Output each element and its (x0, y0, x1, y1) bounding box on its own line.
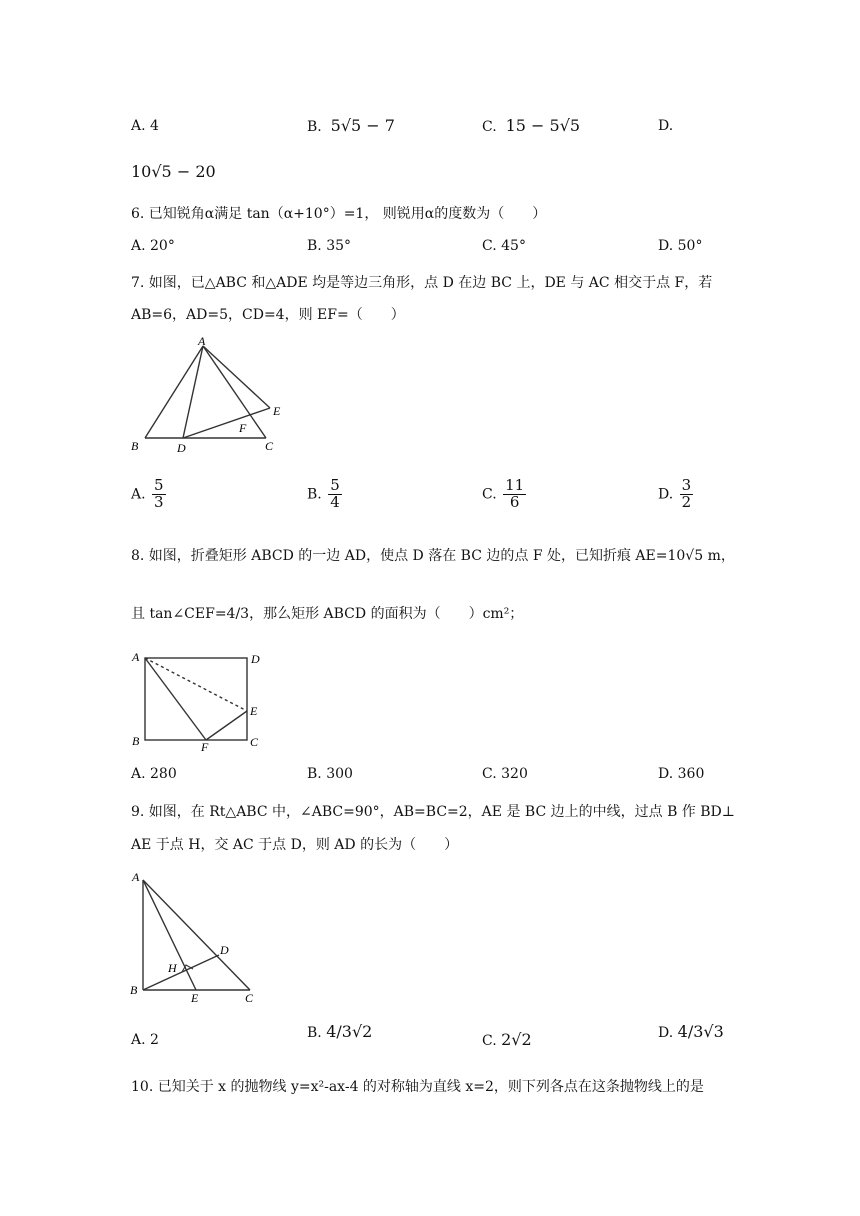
q6-option-b: B. 35° (307, 238, 352, 254)
q6-option-c: C. 45° (482, 238, 526, 254)
label-e: E (273, 404, 281, 418)
q7-option-a: A. $\frac{5}{3}$ (131, 476, 164, 511)
q7-figure (128, 334, 298, 458)
label-h: H (168, 961, 177, 975)
label-c: C (265, 439, 274, 453)
q5-option-b: B. 5√5 − 7 (307, 116, 395, 135)
q6-option-d: D. 50° (658, 238, 703, 254)
label-a: A (198, 334, 206, 348)
q7-stem-line2: AB=6，AD=5，CD=4，则 EF=（ ） (131, 307, 405, 323)
q7-option-d: D. $\frac{3}{2}$ (658, 476, 692, 511)
q7-stem-line1: 7. 如图，已△ABC 和△ADE 均是等边三角形，点 D 在边 BC 上，DE 与 AC 相交于点 F，若 (131, 275, 713, 291)
label-b: B (131, 439, 139, 453)
q8-figure (128, 648, 268, 752)
q6-option-a: A. 20° (131, 238, 175, 254)
q9-stem-line1: 9. 如图，在 Rt△ABC 中，∠ABC=90°，AB=BC=2，AE 是 BC 边上的中线，过点 B 作 BD⊥ (131, 804, 735, 820)
label-c: C (245, 991, 254, 1004)
q8-option-a: A. 280 (131, 766, 177, 782)
q5-option-a (131, 118, 159, 134)
q9-option-a: A. 2 (131, 1032, 159, 1048)
q8-stem-line2: 且 tan∠CEF=4/3，那么矩形 ABCD 的面积为（ ）cm²； (131, 606, 524, 622)
q8-option-c: C. 320 (482, 766, 528, 782)
label-f: F (201, 740, 209, 752)
label-d: D (177, 441, 186, 455)
label-d: D (220, 943, 229, 957)
label-c: C (250, 735, 259, 749)
option-letter: A. (131, 118, 146, 134)
q10-stem: 10. 已知关于 x 的抛物线 y=x²-ax-4 的对称轴为直线 x=2，则下列各点在这条抛物线上的是 (131, 1079, 704, 1095)
option-value: 5√5 − 7 (330, 116, 395, 135)
label-f: F (239, 421, 247, 435)
label-e: E (191, 991, 199, 1004)
label-d: D (251, 652, 260, 666)
label-a: A (132, 650, 140, 664)
q9-option-d: D. 4/3√3 (658, 1022, 724, 1041)
q9-stem-line2: AE 于点 H，交 AC 于点 D，则 AD 的长为（ ） (131, 837, 459, 853)
q9-option-b: B. 4/3√2 (307, 1022, 373, 1041)
label-e: E (250, 704, 258, 718)
label-a: A (132, 870, 140, 884)
q8-stem-line1: 8. 如图，折叠矩形 ABCD 的一边 AD，使点 D 落在 BC 边的点 F 处，已知折痕 AE=10√5 m， (131, 548, 735, 564)
option-value: 4 (150, 118, 159, 134)
q7-option-b: B. $\frac{5}{4}$ (307, 476, 340, 511)
q9-option-c: C. 2√2 (482, 1030, 532, 1049)
q9-figure (128, 868, 268, 1004)
q7-option-c: C. $\frac{11}{6}$ (482, 476, 525, 511)
q8-option-d: D. 360 (658, 766, 705, 782)
option-value: 15 − 5√5 (505, 116, 581, 135)
q8-option-b: B. 300 (307, 766, 353, 782)
q5-option-d: D. (658, 118, 674, 134)
q5-option-d-value: 10√5 − 20 (131, 162, 216, 181)
q6-stem: 6. 已知锐角α满足 tan（α+10°）=1， 则锐用α的度数为（ ） (131, 206, 547, 222)
label-b: B (130, 983, 138, 997)
q5-option-c: C. 15 − 5√5 (482, 116, 581, 135)
label-b: B (132, 734, 140, 748)
